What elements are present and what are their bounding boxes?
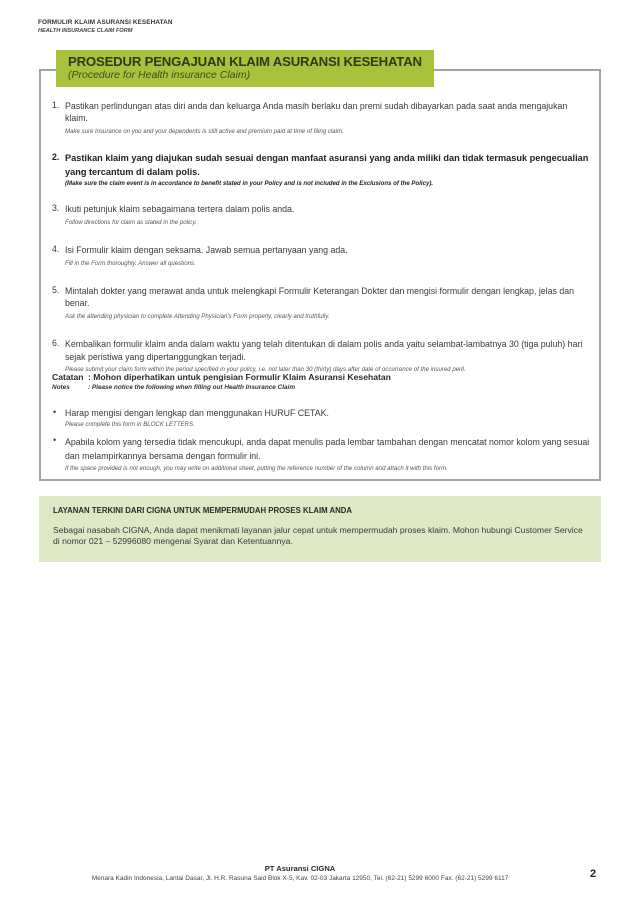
notes-heading	[52, 371, 592, 383]
procedure-number: 2.	[52, 152, 60, 162]
procedure-item-2	[52, 151, 590, 188]
notes-label-english: Notes	[52, 384, 70, 391]
procedure-banner	[56, 50, 434, 87]
footer-company: PT Asuransi CIGNA	[264, 864, 336, 873]
notes-label: Catatan	[52, 372, 84, 382]
procedure-text-en: Fill in the Form thoroughly. Answer all questions.	[65, 260, 196, 267]
procedure-item-1	[52, 100, 590, 136]
procedure-number: 1.	[52, 100, 60, 110]
footer-address: Menara Kadin Indonesia, Lantai Dasar, Jl. H.R. Rasuna Said Blok X-5, Kav. 02-03 Jakarta 12950, Tel. (62-21) 5299 6000 Fax. (62-21) 5299 6117	[91, 875, 509, 882]
procedure-item-5	[52, 285, 590, 321]
page-number: 2	[590, 868, 597, 880]
frame-top-left-edge	[39, 69, 56, 71]
procedure-item-6	[52, 338, 590, 374]
procedure-text-id: Ikuti petunjuk klaim sebagaimana tertera dalam polis anda.	[65, 204, 295, 214]
procedure-number: 4.	[52, 244, 60, 254]
notes-bullet-1	[52, 407, 592, 429]
procedure-text-id: Pastikan klaim yang diajukan sudah sesuai dengan manfaat asuransi yang anda miliki dan tidak termasuk pengecualian yang tercantum di dalam polis.	[65, 153, 589, 177]
bullet-text-en: Please complete this form in BLOCK LETTERS.	[65, 421, 195, 428]
bullet-dot-icon: •	[53, 407, 57, 417]
procedure-text-en: (Make sure the claim event is in accordance to benefit stated in your Policy and is not included in the Exclusions of the Policy).	[65, 180, 434, 187]
form-header	[38, 18, 173, 36]
procedure-text-en: Please submit your claim form within the period specified in your policy, i.e. not later than 30 (thirty) days after date of occurrence of the insured peril.	[65, 366, 466, 373]
notes-heading-english-text: : Please notice the following when filling out Health Insurance Claim	[88, 384, 296, 391]
procedure-number: 3.	[52, 203, 60, 213]
procedure-item-4	[52, 244, 590, 268]
bullet-text-en: If the space provided is not enough, you may write on additional sheet, putting the reference number of the column and attach it with this form.	[65, 465, 448, 472]
procedure-number: 6.	[52, 338, 60, 348]
notes-heading-text: : Mohon diperhatikan untuk pengisian Formulir Klaim Asuransi Kesehatan	[88, 372, 391, 382]
bullet-dot-icon: •	[53, 435, 57, 445]
page-footer	[40, 864, 560, 884]
procedure-text-id: Isi Formulir klaim dengan seksama. Jawab semua pertanyaan yang ada.	[65, 245, 348, 255]
bullet-text-id: Harap mengisi dengan lengkap dan menggunakan HURUF CETAK.	[65, 408, 329, 418]
procedure-item-3	[52, 203, 590, 227]
procedure-list	[52, 100, 590, 374]
frame-top-right-edge	[434, 69, 601, 71]
procedure-number: 5.	[52, 285, 60, 295]
cigna-service-box	[39, 496, 601, 562]
procedure-text-id: Mintalah dokter yang merawat anda untuk melengkapi Formulir Keterangan Dokter dan mengisi formulir dengan lengkap, jelas dan benar.	[65, 286, 575, 308]
procedure-text-id: Pastikan perlindungan atas diri anda dan keluarga Anda masih berlaku dan premi sudah dibayarkan pada saat anda mengajukan klaim.	[65, 101, 568, 123]
banner-subtitle: (Procedure for Health insurance Claim)	[68, 69, 251, 81]
form-title-english: HEALTH INSURANCE CLAIM FORM	[38, 28, 133, 34]
service-body: Sebagai nasabah CIGNA, Anda dapat menikmati layanan jalur cepat untuk mempermudah proses klaim. Mohon hubungi Customer Service di nomor 021 – 52996080 mengenai Syarat dan Ketentuannya.	[53, 525, 583, 546]
procedure-text-en: Make sure insurance on you and your dependents is still active and premium paid at time of filing claim.	[65, 128, 344, 135]
banner-title: PROSEDUR PENGAJUAN KLAIM ASURANSI KESEHATAN	[68, 54, 422, 69]
service-heading: LAYANAN TERKINI DARI CIGNA UNTUK MEMPERMUDAH PROSES KLAIM ANDA	[53, 506, 353, 515]
notes-section	[52, 371, 592, 473]
notes-bullet-2	[52, 435, 592, 473]
procedure-text-id: Kembalikan formulir klaim anda dalam waktu yang telah ditentukan di dalam polis anda yaitu selambat-lambatnya 30 (tiga puluh) hari sejak peristiwa yang dipertanggungkan terjadi.	[65, 339, 583, 362]
procedure-text-en: Ask the attending physician to complete Attending Physician's Form properly, clearly and truthfully.	[65, 313, 330, 320]
notes-heading-english	[52, 383, 592, 392]
form-title: FORMULIR KLAIM ASURANSI KESEHATAN	[38, 19, 173, 26]
bullet-text-id: Apabila kolom yang tersedia tidak mencukupi, anda dapat menulis pada lembar tambahan dengan mencatat nomor kolom yang sesuai dan melampirkannya bersama dengan formulir ini.	[65, 437, 590, 461]
procedure-text-en: Follow directions for claim as stated in the policy.	[65, 219, 197, 226]
